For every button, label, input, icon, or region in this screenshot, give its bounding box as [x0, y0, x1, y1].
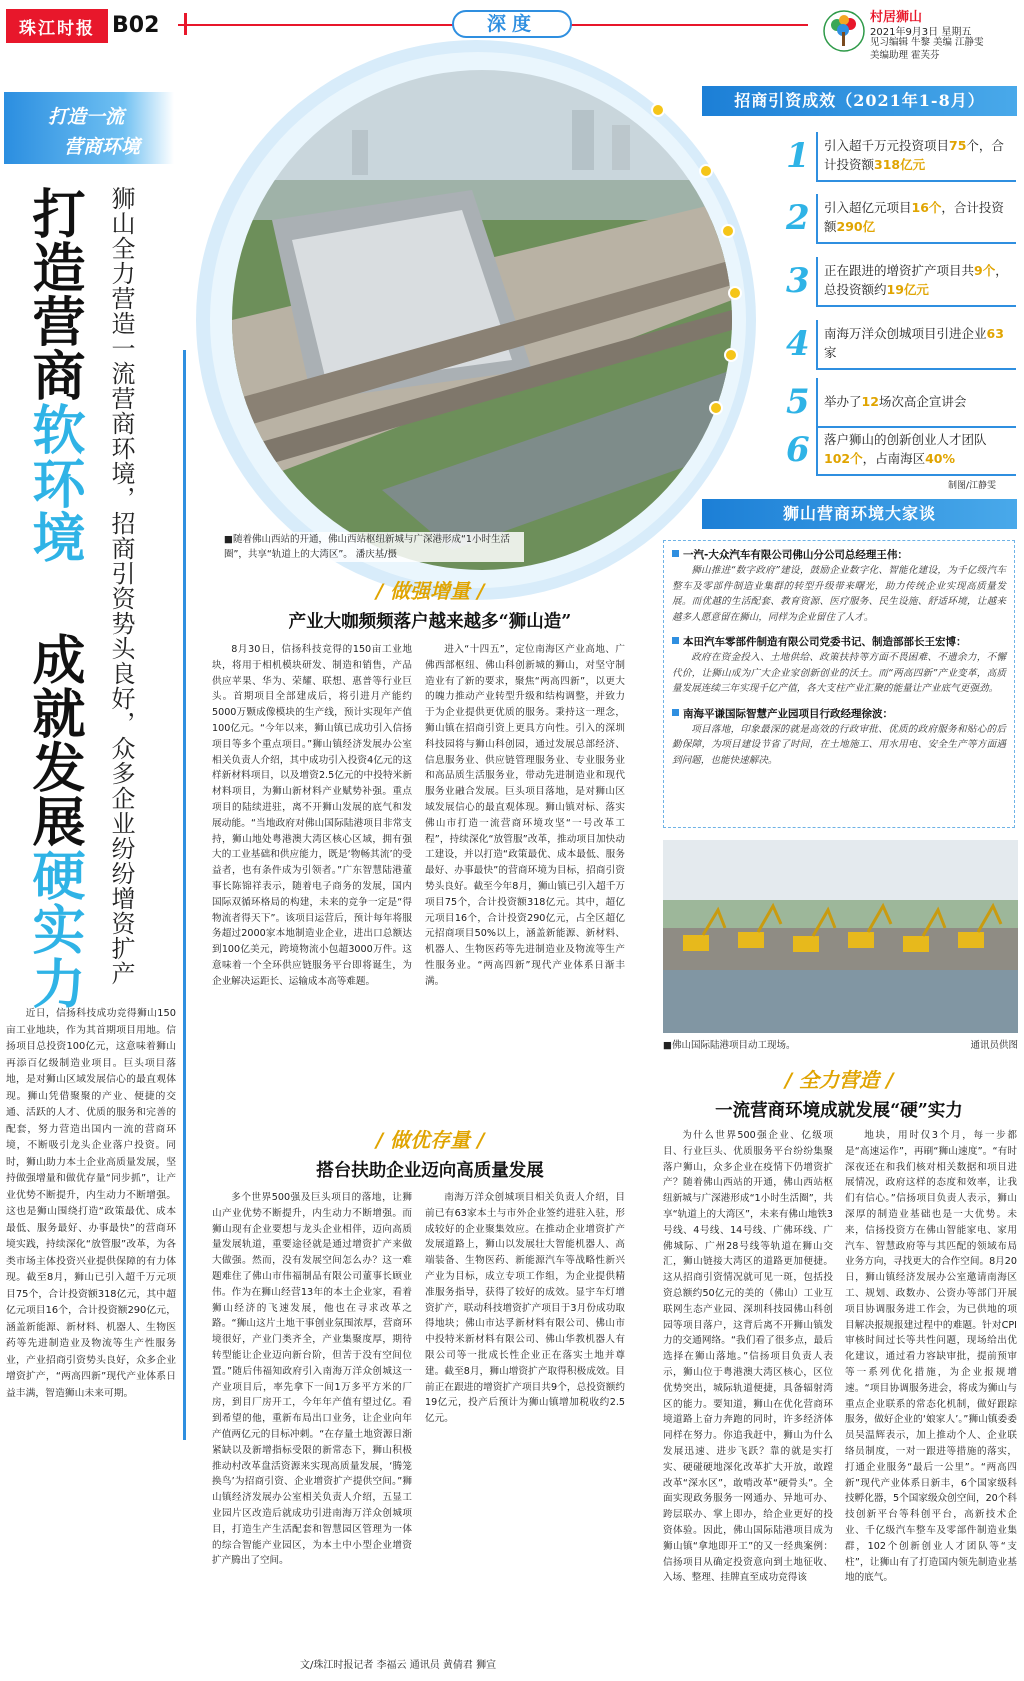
result-item: [786, 320, 1016, 374]
talks-box: [663, 540, 1015, 828]
vertical-rule: [183, 350, 186, 1440]
badge-line-2: 营商环境: [64, 136, 141, 158]
chart-credit: 制图/江静雯: [948, 481, 997, 491]
result-number: 3: [786, 261, 810, 301]
result-value: 75: [949, 138, 967, 153]
result-number: 6: [786, 430, 810, 470]
topic-badge: [4, 92, 174, 164]
result-number: 5: [786, 382, 810, 422]
subtitle: 狮山全力营造一流营商环境，招商引资势头良好，众多企业纷纷增资扩产: [107, 186, 135, 986]
editor-credits: [870, 36, 1020, 62]
section-label: 深度: [452, 10, 572, 38]
result-number: 4: [786, 324, 810, 364]
result-value: 40%: [925, 451, 956, 466]
result-pre: 引入超千万元投资项目: [824, 138, 950, 153]
result-value: 16个: [911, 200, 942, 215]
tree-logo-icon: [823, 10, 865, 52]
talk-item: [672, 547, 1006, 625]
column-brand: 村居狮山: [870, 10, 923, 25]
result-number: 2: [786, 198, 810, 238]
result-text: [816, 194, 1016, 244]
result-mid: 场次高企宣讲会: [878, 394, 967, 409]
result-text: [816, 132, 1016, 182]
result-item: [786, 194, 1016, 248]
result-pre: 引入超亿元项目: [824, 200, 912, 215]
construction-caption-text: ■佛山国际陆港项目动工现场。: [663, 1040, 796, 1051]
section-kicker: / 做优存量 /: [375, 1128, 485, 1152]
talk-speaker: 一汽-大众汽车有限公司佛山分公司总经理王伟：: [672, 547, 1006, 563]
section-kicker: / 全力营造 /: [784, 1068, 894, 1092]
talks-title: 狮山营商环境大家谈: [702, 499, 1017, 529]
talk-quote: 项目落地，印象最深的就是高效的行政审批、优质的政府服务和贴心的后勤保障，为项目建设节省了时间，在土地施工、用水用电、安全生产等方面遇到问题，也能快速解决。: [672, 723, 1006, 766]
title-highlight-1: 软环境: [24, 402, 86, 564]
page-number: B02: [112, 13, 160, 38]
section-3-col-2: 地块，用时仅3个月，每一步都是“高速运作”，再刷“狮山速度”。“有时深夜还在和我们核对相关数据和项目进展情况，政府这样的态度和效率，让我们有信心。”信扬项目负责人表示，狮山深厚的制造业基础也是一大优势。未来，信扬投资方在佛山智能家电、家用汽车、智慧政府等与其匹配的领域布局业务方向，寻找更大的合作空间。8月20日，狮山镇经济发展办公室邀请南海区工、规划、政数办、公资办等部门开展项目协调服务进工作会，为已供地的项目解决报规报建过程中的难题。针对CPI审核时间过长等共性问题，现场给出优化建议，通过看力容缺审批，提前预审等一系列优化措施，为企业报规增速。“项目协调服务进会，将成为狮山与重点企业联系的常态化机制，做好跟踪服务，做好企业的‘娘家人’。”狮山镇委委员吴温辉表示，加上推动个人、企业联络员制度，一对一跟进等措施的落实，打通企业服务“最后一公里”。“两高四新”现代产业体系日新丰，6个国家级科技孵化器，5个国家级众创空间，20个科技创新平台等科创平台，高新技术企业、千亿级汽车整车及零部件制造业集群，102个创新创业人才团队等“支柱”，让狮山有了打造国内领先制造业基地的底气。: [845, 1130, 1017, 1584]
result-pre: 举办了: [824, 394, 862, 409]
connector-dot: [724, 348, 738, 362]
editors-line: 见习编辑 牛黎 美编 江静雯: [870, 37, 984, 48]
section-headline: 产业大咖频频落户越来越多“狮山造”: [288, 612, 572, 632]
talk-quote: 政府在资金投入、土地供给、政策扶持等方面不畏困难、不遗余力，不懈代价，让狮山成为广大企业家创新创业的沃土。而“两高四新”产业变革，高质量发展连续三年实现千亿产值，各大支柱产业汇聚的能量让产业底气更强劲。: [672, 652, 1006, 694]
talk-item: [672, 706, 1006, 769]
construction-caption: [663, 1037, 1018, 1051]
connector-dot: [651, 103, 665, 117]
issue-date: 2021年9月3日 星期五: [870, 27, 972, 38]
result-number: 1: [786, 136, 810, 176]
section-2-col-1: 多个世界500强及巨头项目的落地，让狮山产业优势不断提升，内生动力不断增强。而狮山现有企业要想与龙头企业相伴，迈向高质量发展轨道，重要途径就是通过增资扩产来做大做强。然而，没有发展空间怎么办？这一难题难住了佛山市伟福制品有限公司董事长顾业伟。作为在狮山经营13年的本土企业家，看着狮山经济的飞速发展，他也在寻求改革之路。“狮山这片土地干事创业氛围浓厚，营商环境很好，产业门类齐全，产业集聚度厚，期待转型能让企业迈向新台阶，但苦于没有空间位置。”随后伟福知政府引入南海万洋众创城这一产业项目后，率先拿下一间1万多平方米的厂房，到目厂房开工，今年年产值有望过亿。看到希望的他，重新布局出口业务，让企业向年产值两亿元的目标冲刺。“在存量土地资源日渐紧缺以及新增指标受限的新常态下，狮山积极推动村改革盘活资源来实现高质量发展，‘腾笼换鸟’为招商引资、企业增资扩产提供空间。”狮山镇经济发展办公室相关负责人介绍，五显工业园片区改造后就成功引进南海万洋众创城项目，打造生产生活配套和智慧园区管理为一体的综合智能产业园区，为本土中小型企业增资扩产腾出了空间。: [212, 1192, 412, 1567]
byline: 文/珠江时报记者 李福云 通讯员 黄倩君 狮宣: [300, 1660, 497, 1671]
talk-quote: 狮山推进“数字政府”建设，鼓励企业数字化、智能化建设，为千亿级汽车整车及零部件制造业集群的转型升级带来曙光，助力传统企业实现高质量发展。而优越的生活配套、教育资源、医疗服务、民生设施、舒适环境，让越来越多人愿意留在狮山，同样为企业留住了人才。: [672, 565, 1006, 623]
construction-photo: [663, 840, 1018, 1033]
connector-dot: [728, 286, 742, 300]
construction-credit: 通讯员供图: [970, 1040, 1018, 1051]
talk-speaker: 本田汽车零部件制造有限公司党委书记、制造部部长王宏博：: [672, 634, 1006, 650]
section-1-col-2: 进入“十四五”，定位南海区产业高地、广佛西部枢纽、佛山科创新城的狮山，对坚守制造业有了新的要求，聚焦“两高四新”，以更大的魄力推动产业转型升级和结构调整，并致力于为企业提供更优质的服务。秉持这一理念，狮山镇在招商引资上更具方向性。引入的深圳科技园将与狮山科创园，通过发展总部经济、信息服务业、供应链管理服务业、专业服务业和高品质生活服务业，带动先进制造业和现代服务业融合发展。巨头项目落地，是对狮山区域发展信心的最直观体现。狮山镇对标、落实佛山市打造一流营商环境攻坚“一号改革工程”，持续深化“放管服”改革，推动项目加快动工建设，并以打造“政策最优、成本最低、服务最好、办事最快”的营商环境为目标，招商引资势头良好。截至今年8月，狮山镇已引入超千万项目75个，合计投资额318亿元。其中，超亿元项目16个，合计投资290亿元，占全区超亿元招商项目50%以上，涵盖新能源、新材料、机器人、生物医药等先进制造业及物流等生产性服务业。“两高四新”现代产业体系日渐丰满。: [425, 644, 625, 987]
intro-column: 近日，信扬科技成功竞得狮山150亩工业地块，作为其首期项目用地。信扬项目总投资100亿元，这意味着狮山再添百亿级制造业项目。巨头项目落地，是对狮山区域发展信心的最直观体现。狮山凭借聚聚的产业、便捷的交通、活跃的人才、优质的服务和完善的配套，努力营造出国内一流的营商环境，不断吸引龙头企业落户投资。同时，狮山助力本土企业高质量发展，坚持做强增量和做优存量“同步抓”，让产业优势不断提升，内生动力不断增强。这也是狮山围绕打造“政策最优、成本最低、服务最好、办事最快”的营商环境实践，持续深化“放管服”改革，为各类市场主体投资兴业提供保障的有力体现。截至8月，狮山已引入超千万元项目75个，合计投资额318亿元，其中超亿元项目16个，合计投资额290亿元，涵盖新能源、新材料、机器人、生物医药等先进制造业及物流等生产性服务业，产业招商引资势头良好，众多企业增资扩产，“两高四新”现代产业体系日益丰满，智造狮山未来可期。: [6, 1008, 176, 1399]
result-item: [786, 426, 1016, 480]
section-headline: 一流营商环境成就发展“硬”实力: [715, 1101, 963, 1121]
section-kicker: / 做强增量 /: [375, 579, 485, 603]
photo-caption: ■随着佛山西站的开通，佛山西站枢纽新城与广深港形成“1小时生活圈”，共享“轨道上的大湾区”。 潘庆基/摄: [224, 532, 524, 562]
result-value: 290亿: [836, 219, 876, 234]
result-pre: 南海万洋众创城项目引进企业: [824, 326, 987, 341]
result-text: [816, 426, 1016, 476]
connector-dot: [699, 164, 713, 178]
main-title-part-2: [24, 632, 86, 1010]
result-item: [786, 378, 1016, 432]
result-mid: 个，合计投资额: [824, 138, 1004, 172]
talk-item: [672, 634, 1006, 697]
connector-dot: [709, 401, 723, 415]
construction-site-image: [663, 840, 1018, 1033]
talk-speaker: 南海平谦国际智慧产业园项目行政经理徐波：: [672, 706, 1006, 722]
section-headline: 搭台扶助企业迈向高质量发展: [316, 1161, 544, 1181]
station-aerial-photo: [232, 70, 732, 570]
title-text-1: 打造营商: [24, 186, 86, 402]
result-text: [816, 378, 1016, 428]
result-text: [816, 257, 1016, 307]
title-text-2: 成就发展: [24, 632, 86, 848]
title-highlight-2: 硬实力: [24, 848, 86, 1010]
result-mid: ，总投资额约: [824, 263, 1008, 297]
result-value: 19亿元: [886, 282, 929, 297]
result-mid: ，占南海区: [862, 451, 926, 466]
masthead-logo: 珠江时报: [6, 9, 108, 43]
result-text: [816, 320, 1016, 370]
badge-line-1: 打造一流: [48, 106, 125, 128]
result-pre: 落户狮山的创新创业人才团队: [824, 432, 987, 447]
station-aerial-image: [232, 70, 732, 570]
connector-dots: [0, 0, 1, 1]
results-title: 招商引资成效（2021年1-8月）: [702, 86, 1017, 116]
section-3-col-1: 为什么世界500强企业、亿级项目、行业巨头、优质服务平台纷纷集聚落户狮山，众多企业在疫情下仍增资扩产？随着佛山西站的开通，佛山西站枢纽新城与广深港形成“1小时生活圈”，共享“轨道上的大湾区”，未来有佛山地铁3号线、4号线、14号线、广佛环线、广佛城际、广州28号线等轨道在狮山交汇，狮山链接大湾区的道路更加便捷。这从招商引资情况就可见一斑，包括投资总额约50亿元的美的（佛山）工业互联网生态产业园、深圳科技园佛山科创园等项目落户，这背后离不开狮山镇发力的交通网络。“我们看了很多点，最后选择在狮山落地。”信扬项目负责人表示，狮山位于粤港澳大湾区核心，区位优势突出，城际轨道便捷，具备辐射湾区的能力。要知道，狮山在优化营商环境道路上奋力奔跑的同时，许多经济体同样在努力。你追我赶中，狮山为什么发展迅速、进步飞跃？靠的就是实打实、硬碰硬地深化改革扩大开放，敢蹚改革“深水区”，敢啃改革“硬骨头”。全面实现政务服务一网通办、异地可办、跨层联办、掌上即办，给企业更好的投资体验。因此，佛山国际陆港项目成为狮山镇“拿地即开工”的又一经典案例：信扬项目从确定投资意向到土地征收、入场、整理、挂牌直至成功竞得该: [663, 1130, 833, 1584]
result-value: 12: [861, 394, 879, 409]
connector-dot: [721, 224, 735, 238]
result-pre: 正在跟进的增资扩产项目共: [824, 263, 975, 278]
result-item: [786, 132, 1016, 186]
result-mid: 家: [824, 345, 837, 360]
assistant-line: 美编助理 霍芙芬: [870, 50, 940, 61]
result-value: 9个: [974, 263, 996, 278]
result-mid: ，合计投资额: [824, 200, 1004, 234]
section-2-col-2: 南海万洋众创城项目相关负责人介绍，目前已有63家本土与市外企业签约进驻入驻，形成较好的企业聚集效应。在推动企业增资扩产发展道路上，狮山以发展壮大智能机器人、高端装备、生物医药、新能源汽车等战略性新兴产业为目标，成立专项工作组，为企业提供精准服务指导，获得了较好的成效。显宇车灯增资扩产，联动科技增资扩产项目于3月份成功取得地块；佛山市达孚新材料有限公司、佛山市中投特米新材料有限公司、佛山华教机器人有限公司等一批成长性企业正在落实土地并尊建。截至8月，狮山增资扩产取得积极成效。目前正在跟进的增资扩产项目共9个，总投资额约19亿元，投产后预计为狮山镇增加税收约2.5亿元。: [425, 1192, 625, 1425]
main-title-part-1: [24, 186, 86, 564]
result-item: [786, 257, 1016, 311]
result-value: 102个: [824, 451, 863, 466]
result-value: 63: [986, 326, 1004, 341]
result-value: 318亿元: [874, 157, 926, 172]
section-1-col-1: 8月30日，信扬科技竞得的150亩工业地块，将用于相机模块研发、制造和销售，产品供应苹果、华为、荣耀、联想、惠普等行业巨头。首期项目全部建成后，将引进月产能约5000万颗成像模块的生产线，预计实现年产值100亿元。“今年以来，狮山镇已成功引入信扬项目等多个重点项目。”狮山镇经济发展办公室相关负责人介绍，其中成功引入投资4亿元的这样新材料项目，以及增资2.5亿元的中投特米新材料项目，为狮山新材料产业赋势补强。重点项目的陆续进驻，离不开狮山发展的底气和发展动能。“当地政府对佛山国际陆港项目非常支持，狮山地处粤港澳大湾区核心区域，拥有强大的工业基础和供应能力，既是‘物畅其流’的受益者，也有条件成为引领者。”广东智慧陆港董事长陈锦祥表示，随着电子商务的发展，国内国际双循环格局的构建，未来的竞争一定是“得物流者得天下”。该项目运营后，预计每年将服务超过2000家本地制造业企业，进出口总额达到100亿美元，跨境物流小包超3000万件。这意味着一个全环供应链服务平台即将诞生，为企业解决运距长、运输成本高等难题。: [212, 644, 412, 987]
